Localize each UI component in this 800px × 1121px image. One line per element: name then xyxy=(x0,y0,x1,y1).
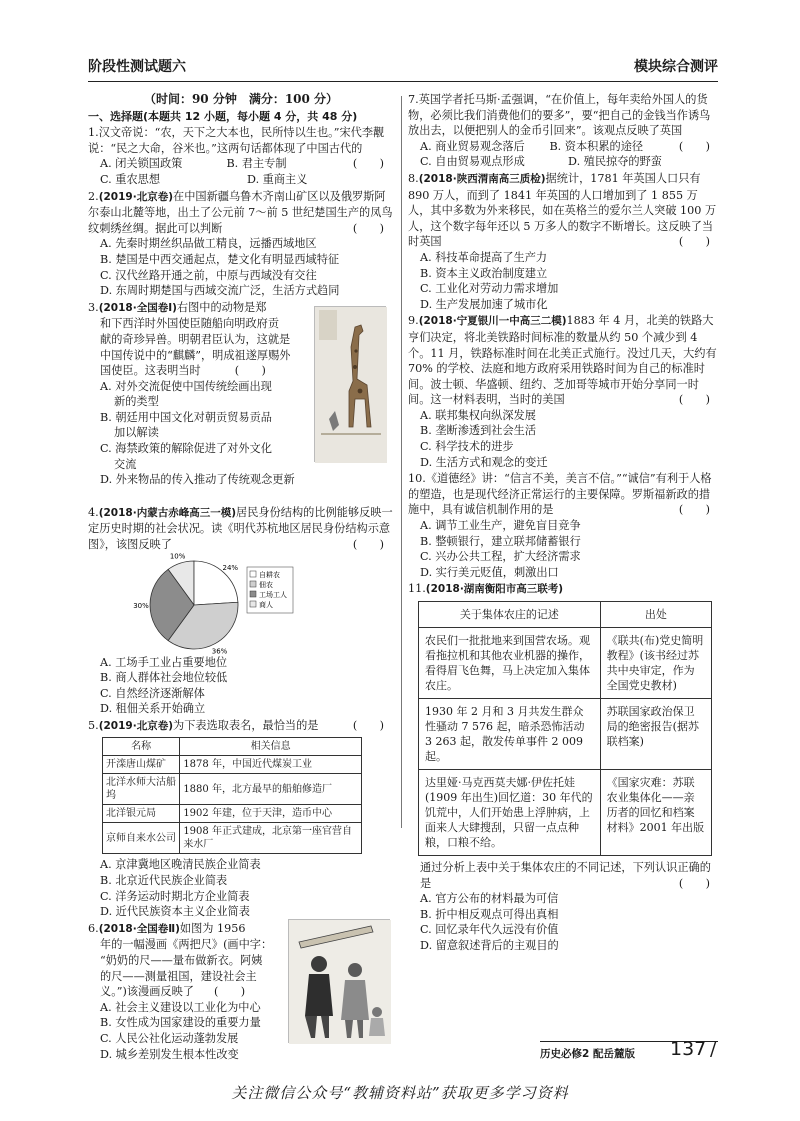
bottom-handwritten-note: 关注微信公众号“教辅资料站”获取更多学习资料 xyxy=(231,1084,569,1102)
table-row xyxy=(419,628,712,699)
table-cell: 北洋银元局 xyxy=(103,805,180,823)
table-cell: 《国家灾难：苏联农业集体化——亲历者的回忆和档案材料》2001 年出版 xyxy=(600,770,711,856)
question-text-line: 和下西洋时外国使臣随船向明政府贡 xyxy=(100,317,280,331)
question-text-line: 义。”)该漫画反映了 xyxy=(100,985,194,999)
answer-paren: ( ) xyxy=(214,985,246,999)
question-number: 9. xyxy=(408,314,419,328)
question-text-line: 如图为 1956 xyxy=(179,921,246,935)
option-c[interactable]: C. 汉代丝路开通之前，中原与西域没有交往 xyxy=(100,268,317,282)
option-b[interactable]: B. 北京近代民族企业简表 xyxy=(100,874,228,888)
table-cell: 《联共(布)党史简明教程》(该书经过苏共中央审定，作为全国党史教材) xyxy=(600,628,711,699)
question-number: 6. xyxy=(88,921,99,935)
option-c[interactable]: C. 自然经济逐渐解体 xyxy=(100,686,205,700)
option-a[interactable]: A. 官方公布的材料最为可信 xyxy=(420,892,559,906)
option-b[interactable]: B. 女性成为国家建设的重要力量 xyxy=(100,1016,261,1030)
answer-paren: ( ) xyxy=(678,503,710,517)
answer-paren: ( ) xyxy=(678,876,710,890)
option-d[interactable]: D. 生活方式和观念的变迁 xyxy=(420,455,548,469)
table-row xyxy=(419,699,712,770)
legend-swatch-3 xyxy=(250,601,256,607)
question-text-line: 年的一幅漫画《两把尺》(画中字： xyxy=(100,938,273,952)
option-c[interactable]: C. 洋务运动时期北方企业简表 xyxy=(100,889,250,903)
question-text: 英国学者托马斯·孟强调，“在价值上，每年卖给外国人的货物，必须比我们消费他们的要多”，要“把自己的金钱当作诱鸟放出去，以便把别人的金币引回来”。该观点反映了英国 xyxy=(408,93,711,138)
page-footer xyxy=(540,1038,718,1063)
footer-book-label: 历史必修2 配岳麓版 xyxy=(540,1048,635,1060)
table-header: 名称 xyxy=(103,738,180,756)
question-text-line: 的尺——测量祖国，建设社会主 xyxy=(100,969,257,983)
table-cell: 达里娅·马克西莫夫娜·伊佐托娃(1909 年出生)回忆道：30 年代的饥荒中，人们开始患上浮肿病，上面来人大肆搜刮，只留一点点种粮，口粮不给。 xyxy=(419,770,601,856)
option-a[interactable]: A. 社会主义建设以工业化为中心 xyxy=(100,1000,261,1014)
table-cell: 1908 年正式建成，北京第一座官营自来水厂 xyxy=(180,823,362,854)
option-b[interactable]: B. 君主专制 xyxy=(226,157,287,171)
table-header: 相关信息 xyxy=(180,738,362,756)
option-b[interactable]: B. 垄断渗透到社会生活 xyxy=(420,424,537,438)
question-2 xyxy=(88,189,394,299)
pie-label-1: 36% xyxy=(211,647,228,656)
cartoon-two-rulers-image xyxy=(288,919,390,1043)
option-a[interactable]: A. 调节工业生产，避免盲目竞争 xyxy=(420,519,581,533)
question-text: 据统计，1781 年英国人口只有 890 万人，而到了 1841 年英国的人口增加到了 1 855 万人，其中多数为外来移民，如在英格兰的爱尔兰人突破 100 万人，这个数字每年还以 5 万多人的数字不断增长。这反映了当时英国 xyxy=(408,171,717,249)
question-text: 居民身份结构的比例能够反映一定历史时期的社会状况。读《明代苏杭地区居民身份结构示意图》，该图反映了 xyxy=(88,505,393,551)
answer-paren: ( ) xyxy=(352,221,384,235)
question-source: (2018·内蒙古赤峰高三一模) xyxy=(98,506,236,519)
legend-label-3: 商人 xyxy=(259,600,273,609)
question-6 xyxy=(88,921,394,1071)
question-number: 1. xyxy=(88,126,99,140)
answer-paren: ( ) xyxy=(234,364,266,378)
question-number: 7. xyxy=(408,93,419,106)
table-header: 关于集体农庄的记述 xyxy=(419,602,601,628)
table-cell: 开滦唐山煤矿 xyxy=(103,756,180,774)
option-d[interactable]: D. 租佃关系开始确立 xyxy=(100,702,206,716)
table-cell: 1930 年 2 月和 3 月共发生群众性骚动 7 576 起，暗杀恐怖活动 3 263 起，散发传单事件 2 009 起。 xyxy=(419,699,601,770)
option-a[interactable]: A. 闭关锁国政策 xyxy=(100,157,183,171)
question-text-line: 右图中的动物是郑 xyxy=(176,300,267,314)
question-number: 8. xyxy=(408,171,419,185)
table-header: 出处 xyxy=(600,602,711,628)
legend-swatch-1 xyxy=(250,581,256,587)
pie-chart xyxy=(133,552,394,656)
question-text: 《道德经》讲：“信言不美，美言不信。”“诚信”有利于人格的塑造，也是现代经济正常运行的主要保障。罗斯福新政的措施中，具有诚信机制作用的是 xyxy=(408,472,712,517)
question-number: 10. xyxy=(408,472,426,486)
cartoon-illustration-icon xyxy=(289,920,391,1044)
option-b[interactable]: B. 整顿银行，建立联邦储蓄银行 xyxy=(420,534,581,548)
legend-label-2: 工场工人 xyxy=(259,590,287,599)
option-c[interactable]: C. 自由贸易观点形成 xyxy=(420,155,525,169)
question-10 xyxy=(408,471,720,580)
question-source: (2018·宁夏银川一中高三二模) xyxy=(418,315,567,328)
question-source: (2018·全国卷Ⅰ) xyxy=(98,301,177,314)
question-text: 在中国新疆乌鲁木齐南山矿区以及俄罗斯阿尔泰山北麓等地，出土了公元前 7～前 5 世纪楚国生产的凤鸟纹刺绣丝绸。据此可以判断 xyxy=(88,189,393,235)
option-a[interactable]: A. 科技革命提高了生产力 xyxy=(420,250,548,264)
right-column xyxy=(408,92,720,954)
enterprise-table xyxy=(102,737,362,854)
question-11 xyxy=(408,581,720,953)
option-d[interactable]: D. 留意叙述背后的主观目的 xyxy=(420,938,559,952)
question-1 xyxy=(88,125,394,187)
question-number: 5. xyxy=(88,718,99,732)
table-cell: 北洋水师大沽船坞 xyxy=(103,774,180,805)
table-cell: 1878 年，中国近代煤炭工业 xyxy=(180,756,362,774)
question-7 xyxy=(408,92,720,170)
option-d[interactable]: D. 重商主义 xyxy=(247,172,308,186)
option-d[interactable]: D. 实行美元贬值，刺激出口 xyxy=(420,565,559,579)
option-b[interactable]: B. 资本积累的途径 xyxy=(549,139,644,153)
option-d[interactable]: D. 殖民掠夺的野蛮 xyxy=(568,155,662,169)
table-row xyxy=(103,805,362,823)
footer-slash: / xyxy=(710,1038,717,1060)
question-number: 3. xyxy=(88,300,99,314)
table-cell: 苏联国家政治保卫局的绝密报告(据苏联档案) xyxy=(600,699,711,770)
answer-paren: ( ) xyxy=(678,393,710,407)
option-c[interactable]: C. 兴办公共工程，扩大经济需求 xyxy=(420,550,581,564)
question-source: (2018·陕西渭南高三质检) xyxy=(418,172,546,185)
option-a[interactable]: A. 对外交流促使中国传统绘画出现 xyxy=(100,379,272,393)
table-cell: 农民们一批批地来到国营农场。观看拖拉机和其他农业机器的操作，看得眉飞色舞，马上决定加入集体农庄。 xyxy=(419,628,601,699)
giraffe-illustration-icon xyxy=(315,307,387,463)
question-text: 通过分析上表中关于集体农庄的不同记述，下列认识正确的是 xyxy=(420,861,711,890)
question-9 xyxy=(408,313,720,470)
option-a[interactable]: A. 先秦时期丝织品做工精良，远播西域地区 xyxy=(100,237,317,251)
option-c[interactable]: C. 人民公社化运动蓬勃发展 xyxy=(100,1032,239,1045)
option-b[interactable]: B. 折中相反观点可得出真相 xyxy=(420,907,559,921)
option-a[interactable]: A. 联邦集权向纵深发展 xyxy=(420,408,536,422)
table-row xyxy=(419,770,712,856)
header-right-title: 模块综合测评 xyxy=(634,59,718,75)
pie-label-2: 30% xyxy=(133,601,149,610)
option-c[interactable]: C. 回忆录年代久远没有价值 xyxy=(420,923,559,937)
column-divider xyxy=(401,96,402,828)
option-c-cont[interactable]: 交流 xyxy=(114,457,137,471)
question-4 xyxy=(88,505,394,717)
option-c[interactable]: C. 海禁政策的解除促进了对外文化 xyxy=(100,442,272,456)
table-row xyxy=(103,774,362,805)
option-d[interactable]: D. 近代民族资本主义企业简表 xyxy=(100,905,250,919)
question-text-line: 中国传说中的“麒麟”，明成祖遂厚赐外 xyxy=(100,348,291,362)
option-a-cont[interactable]: 新的类型 xyxy=(114,395,159,409)
question-text-line: 国使臣。这表明当时 xyxy=(100,364,201,378)
question-number: 4. xyxy=(88,505,99,519)
table-cell: 1880 年，北方最早的船舶修造厂 xyxy=(180,774,362,805)
collective-farm-table xyxy=(418,601,712,856)
option-b[interactable]: B. 商人群体社会地位较低 xyxy=(100,671,228,685)
question-8 xyxy=(408,171,720,312)
question-number: 2. xyxy=(88,189,99,203)
option-b[interactable]: B. 资本主义政治制度建立 xyxy=(420,266,548,280)
legend-swatch-0 xyxy=(250,571,256,577)
answer-paren: ( ) xyxy=(352,157,384,171)
option-d[interactable]: D. 城乡差别发生根本性改变 xyxy=(100,1047,239,1061)
option-d[interactable]: D. 外来物品的传入推动了传统观念更新 xyxy=(100,473,295,487)
question-5 xyxy=(88,718,394,920)
answer-paren: ( ) xyxy=(352,537,384,551)
option-a[interactable]: A. 工场手工业占重要地位 xyxy=(100,655,228,669)
time-limit-line: （时间：90 分钟 满分：100 分） xyxy=(143,92,339,106)
option-a[interactable]: A. 商业贸易观念落后 xyxy=(420,139,525,153)
option-c[interactable]: C. 科学技术的进步 xyxy=(420,440,514,454)
question-3 xyxy=(88,300,394,504)
question-source: (2018·全国卷Ⅱ) xyxy=(98,922,180,935)
question-text-line: “奶奶的尺——量布做新衣。阿姨 xyxy=(100,954,263,968)
question-source: (2018·湖南衡阳市高三联考) xyxy=(425,583,564,596)
option-c[interactable]: C. 工业化对劳动力需求增加 xyxy=(420,282,559,296)
answer-paren: ( ) xyxy=(678,139,710,153)
option-d[interactable]: D. 生产发展加速了城市化 xyxy=(420,297,548,311)
option-a[interactable]: A. 京津冀地区晚清民族企业简表 xyxy=(100,858,261,872)
header-left-title: 阶段性测试题六 xyxy=(88,59,186,75)
pie-chart-svg xyxy=(133,552,384,656)
question-source: (2019·北京卷) xyxy=(98,190,173,203)
option-c[interactable]: C. 重农思想 xyxy=(100,172,161,186)
answer-paren: ( ) xyxy=(352,718,384,732)
left-column xyxy=(88,92,394,1071)
option-b[interactable]: B. 朝廷用中国文化对朝贡贸易贡品 xyxy=(100,410,272,424)
table-row xyxy=(103,756,362,774)
legend-label-0: 自耕农 xyxy=(259,570,280,579)
question-source: (2019·北京卷) xyxy=(98,719,173,732)
section-title: 一、选择题(本题共 12 小题，每小题 4 分，共 48 分) xyxy=(88,109,358,123)
pie-label-0: 24% xyxy=(222,563,239,572)
legend-label-1: 佃农 xyxy=(259,580,273,589)
question-text: 为下表选取表名，最恰当的是 xyxy=(173,718,319,732)
page-header xyxy=(88,52,718,82)
answer-paren: ( ) xyxy=(678,235,710,249)
option-b-cont[interactable]: 加以解读 xyxy=(114,426,159,440)
giraffe-painting-image xyxy=(314,306,386,462)
option-d[interactable]: D. 东周时期楚国与西域交流广泛，生活方式趋同 xyxy=(100,284,340,298)
legend-swatch-2 xyxy=(250,591,256,597)
table-cell: 1902 年建，位于天津，造币中心 xyxy=(180,805,362,823)
table-row xyxy=(103,823,362,854)
question-number: 11. xyxy=(408,582,426,596)
option-b[interactable]: B. 楚国是中西交通起点，楚文化有明显西域特征 xyxy=(100,252,340,266)
table-cell: 京师自来水公司 xyxy=(103,823,180,854)
question-text-line: 献的奇珍异兽。明朝君臣认为，这就是 xyxy=(100,332,291,346)
question-text: 汉文帝说：“农，天下之大本也，民所恃以生也。”宋代李觏说：“民之大命，谷米也。”这两句话都体现了中国古代的 xyxy=(88,126,385,155)
page-number: 137 xyxy=(670,1038,707,1060)
question-text: 1883 年 4 月，北美的铁路大亨们决定，将北美铁路时间标准的数量从约 50 个减少到 4 个。11 月，铁路标准时间在北美正式施行。没过几天，大约有 70% 的学校、法庭和地方政府采用铁路时间为自己的标准时间。波士顿、华盛顿、纽约、芝加哥等城市开始分享同一时间。这一材料表明，当时的美国 xyxy=(408,314,717,407)
pie-label-3: 10% xyxy=(169,552,186,561)
